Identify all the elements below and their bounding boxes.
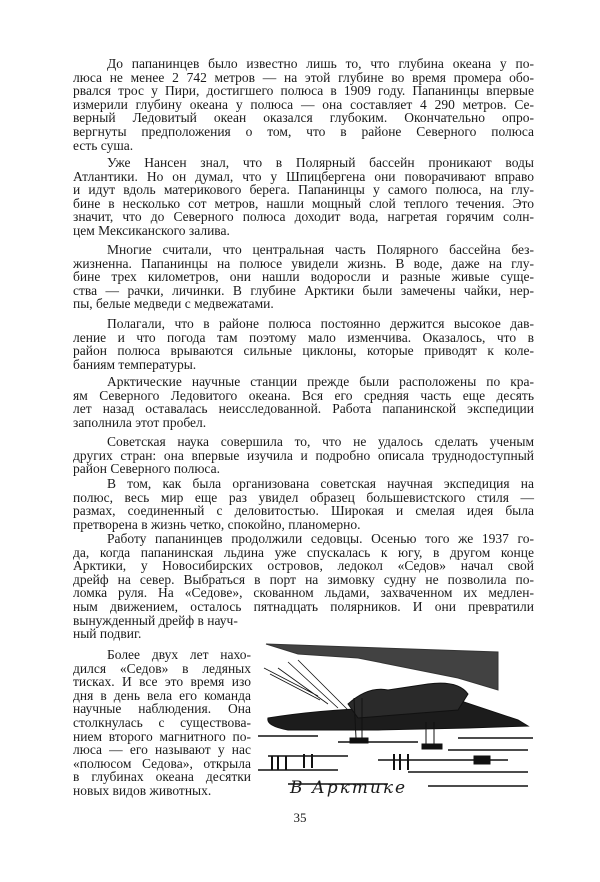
text-line: ям Северного Ледовитого океана. Вся его средняя часть еще десять <box>73 387 534 403</box>
text-line: Арктики, у Новосибирских островов, ледокол «Седов» начал свой <box>73 558 534 574</box>
text-line: район Северного полюса. <box>73 461 220 477</box>
text-line: Работу папанинцев продолжили седовцы. Осенью того же 1937 го- <box>107 531 534 546</box>
text-line: Полагали, что в районе полюса постоянно держится высокое дав- <box>107 316 534 331</box>
text-line: измерили глубину океана у полюса — она составляет 4 290 метров. Се- <box>73 96 534 112</box>
text-line: ным движением, осталось пятнадцать полярников. И они превратили <box>73 598 534 614</box>
text-line: столкнулась с существова- <box>73 714 251 730</box>
text-line: Многие считали, что центральная часть Полярного бассейна без- <box>107 242 534 257</box>
text-line: полюс, весь мир еще раз увидел образец большевистского стиля — <box>73 489 534 505</box>
text-line: вергнуты предположения о том, что в районе Северного полюса <box>73 123 534 139</box>
text-line: заполнила этот пробел. <box>73 414 207 430</box>
paragraph-7 <box>73 477 534 531</box>
text-line: «полюсом Седова», открыла <box>73 755 251 771</box>
text-line: значит, что до Северного полюса доходит вода, нагретая горячим солн- <box>73 209 534 225</box>
text-line: есть суша. <box>73 137 134 153</box>
paragraph-5 <box>73 375 534 429</box>
text-line: Уже Нансен знал, что в Полярный бассейн проникают воды <box>107 155 534 170</box>
text-line: новых видов животных. <box>73 782 212 798</box>
text-line: других стран: она впервые изучила и подробно описала труднодоступный <box>73 447 534 463</box>
text-line: нием второго магнитного по- <box>73 728 251 744</box>
text-line: да, когда папанинская льдина уже спускалась к югу, в другом конце <box>73 544 534 560</box>
figure-caption: В Арктике <box>290 778 408 798</box>
paragraph-3 <box>73 243 534 311</box>
text-line: Более двух лет нахо- <box>107 647 251 662</box>
text-line: цем Мексиканского залива. <box>73 222 230 238</box>
text-line: размах, соединенный с деловитостью. Широкая и смелая идея была <box>73 503 534 519</box>
text-line: баниям температуры. <box>73 356 197 372</box>
paragraph-2 <box>73 156 534 238</box>
paragraph-8 <box>73 532 534 641</box>
text-line: люса — его называют у нас <box>73 742 251 758</box>
text-line: дня в день вела его команда <box>73 687 251 703</box>
page-number: 35 <box>293 810 307 825</box>
text-line: и идут вдоль материкового берега. Папанинцы у самого полюса, на глу- <box>73 182 534 198</box>
text-line: ление и что погода там поэтому мало изменчива. Оказалось, что в <box>73 329 534 345</box>
text-line: претворена в жизнь четко, спокойно, планомерно. <box>73 516 361 532</box>
arctic-airplane-illustration <box>258 638 536 800</box>
text-line: район полюса врываются сильные циклоны, которые приводят к коле- <box>73 343 534 359</box>
text-line: люса не менее 2 742 метров — на этой глубине во время промера обо- <box>73 69 534 85</box>
text-line: До папанинцев было известно лишь то, что глубина океана у по- <box>107 56 534 71</box>
text-line: жизненна. Папанинцы на полюсе увидели жизнь. В воде, даже на глу- <box>73 255 534 271</box>
text-line: вынужденный дрейф в науч- <box>73 612 238 628</box>
paragraph-9 <box>73 648 251 798</box>
text-line: ломка руля. На «Седове», скованном льдами, захваченном их медлен- <box>73 585 534 601</box>
text-line: дрейф на север. Выбраться в порт на зимовку судну не позволила по- <box>73 571 534 587</box>
paragraph-6 <box>73 435 534 476</box>
text-line: ства — рачки, личинки. В глубине Арктики были замечены чайки, нер- <box>73 282 534 298</box>
text-line: бине трех километров, они нашли водоросли и разные живые суще- <box>73 269 534 285</box>
text-line: дился «Седов» в ледяных <box>73 660 251 676</box>
text-line: научные наблюдения. Она <box>73 701 251 717</box>
text-line: ный подвиг. <box>73 626 142 642</box>
text-line: Арктические научные станции прежде были расположены по кра- <box>107 374 534 389</box>
paragraph-1 <box>73 57 534 152</box>
text-line: в глубинах океана десятки <box>73 769 251 785</box>
text-line: В том, как была организована советская научная экспедиция на <box>107 476 534 491</box>
text-line: Советская наука совершила то, что не удалось сделать ученым <box>107 434 534 449</box>
text-line: пы, белые медведи с медвежатами. <box>73 296 274 312</box>
paragraph-4 <box>73 317 534 371</box>
text-line: бине в несколько сот метров, нашли мощный слой теплого течения. Это <box>73 195 534 211</box>
text-line: рвался трос у Пири, достигшего полюса в 1909 году. Папанинцы впервые <box>73 83 534 99</box>
text-line: тисках. И все это время изо <box>73 674 251 690</box>
text-line: лет назад оставалась неисследованной. Работа папанинской экспедиции <box>73 401 534 417</box>
airplane-sketch-icon <box>258 638 536 800</box>
text-line: верный Ледовитый океан оказался глубоким. Окончательно опро- <box>73 110 534 126</box>
text-line: Атлантики. Но он думал, что у Шпицбергена они поворачивают вправо <box>73 168 534 184</box>
